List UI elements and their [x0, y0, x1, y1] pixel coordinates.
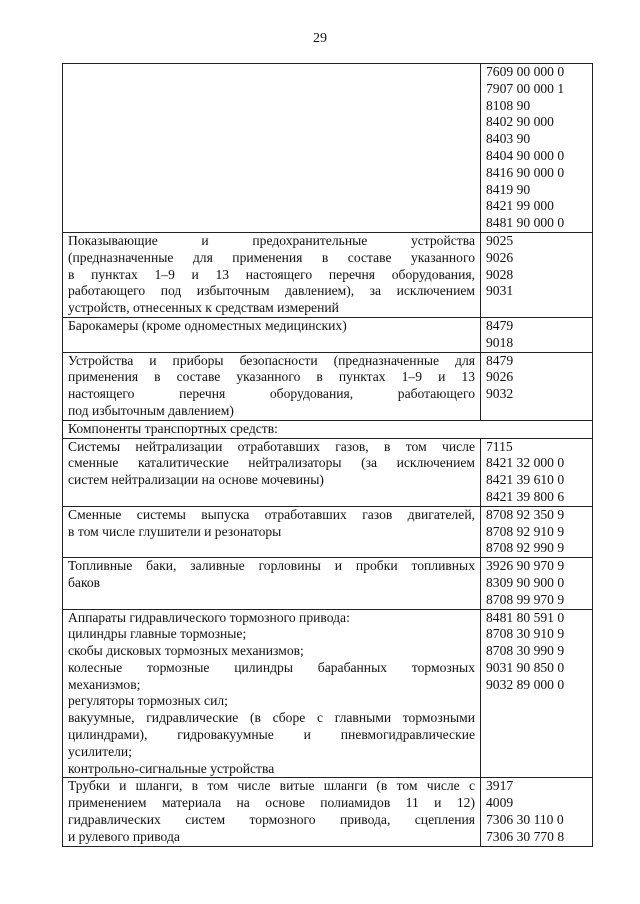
table-row — [63, 232, 593, 317]
tn-ved-code: 3917 — [486, 778, 514, 794]
codes-cell — [481, 778, 593, 846]
tn-ved-code: 8421 99 000 — [486, 198, 554, 214]
description-line: работающего под избыточным давлением), за исключением — [68, 283, 475, 299]
tn-ved-code: 8708 99 970 9 — [486, 591, 565, 607]
tn-ved-code: 8481 90 000 0 — [486, 215, 565, 231]
table-row — [63, 64, 593, 233]
table-body — [63, 64, 593, 847]
description-line: усилители; — [68, 743, 132, 759]
tn-ved-code: 3926 90 970 9 — [486, 558, 565, 574]
codes-cell — [481, 64, 593, 233]
tn-ved-code: 8421 39 610 0 — [486, 472, 565, 488]
table-row — [63, 609, 593, 778]
codes-table — [62, 63, 593, 847]
codes-cell — [481, 317, 593, 352]
description-line: контрольно-сигнальные устройства — [68, 760, 275, 776]
description-line: гидравлических систем тормозного привода, сцепления — [68, 812, 475, 828]
description-line: в том числе глушители и резонаторы — [68, 523, 282, 539]
tn-ved-code: 8479 — [486, 352, 514, 368]
tn-ved-code: 8419 90 — [486, 181, 531, 197]
section-header — [63, 420, 593, 438]
description-line: (предназначенные для применения в составе указанного — [68, 249, 475, 265]
tn-ved-code: 8404 90 000 0 — [486, 147, 565, 163]
description-line: цилиндры главные тормозные; — [68, 626, 247, 642]
description-cell — [63, 64, 481, 233]
codes-cell — [481, 352, 593, 420]
description-line: Системы нейтрализации отработавших газов, в том числе — [68, 438, 475, 454]
table-row — [63, 438, 593, 506]
tn-ved-code: 7115 — [486, 438, 513, 454]
codes-cell — [481, 609, 593, 778]
description-line: под избыточным давлением) — [68, 402, 234, 418]
description-line: Барокамеры (кроме одноместных медицинских) — [68, 317, 347, 333]
tn-ved-code: 8481 80 591 0 — [486, 609, 565, 625]
tn-ved-code: 8416 90 000 0 — [486, 164, 565, 180]
description-cell — [63, 778, 481, 846]
description-line: Сменные системы выпуска отработавших газов двигателей, — [68, 506, 475, 522]
tn-ved-code: 8108 90 — [486, 97, 531, 113]
table-row — [63, 506, 593, 557]
description-cell — [63, 558, 481, 609]
description-line: регуляторы тормозных сил; — [68, 693, 228, 709]
table-row — [63, 778, 593, 846]
description-line: в пунктах 1–9 и 13 настоящего перечня оборудования, — [68, 266, 475, 282]
description-line: механизмов; — [68, 676, 141, 692]
tn-ved-code: 9025 — [486, 232, 514, 248]
tn-ved-code: 9031 — [486, 283, 514, 299]
table-row — [63, 317, 593, 352]
description-line: Аппараты гидравлического тормозного привода: — [68, 609, 350, 625]
description-cell — [63, 609, 481, 778]
description-line: сменные каталитические нейтрализаторы (за исключением — [68, 455, 475, 471]
tn-ved-code: 7907 00 000 1 — [486, 80, 565, 96]
tn-ved-code: 8421 39 800 6 — [486, 488, 565, 504]
codes-cell — [481, 506, 593, 557]
tn-ved-code: 7306 30 110 0 — [486, 812, 564, 828]
tn-ved-code: 9032 — [486, 386, 514, 402]
tn-ved-code: 9031 90 850 0 — [486, 659, 565, 675]
description-cell — [63, 232, 481, 317]
tn-ved-code: 9028 — [486, 266, 514, 282]
codes-cell — [481, 438, 593, 506]
tn-ved-code: 8708 30 990 9 — [486, 643, 565, 659]
description-line: вакуумные, гидравлические (в сборе с главными тормозными — [68, 710, 475, 726]
table-row — [63, 352, 593, 420]
description-line: Показывающие и предохранительные устройства — [68, 232, 475, 248]
tn-ved-code: 9026 — [486, 249, 514, 265]
tn-ved-code: 7306 30 770 8 — [486, 828, 565, 844]
description-line: Трубки и шланги, в том числе витые шланги (в том числе с — [68, 778, 475, 794]
description-line: баков — [68, 574, 101, 590]
tn-ved-code: 9018 — [486, 334, 514, 350]
tn-ved-code: 8403 90 — [486, 131, 531, 147]
description-line: цилиндрами), гидровакуумные и пневмогидравлические — [68, 727, 475, 743]
description-cell — [63, 317, 481, 352]
description-line: скобы дисковых тормозных механизмов; — [68, 643, 304, 659]
tn-ved-code: 4009 — [486, 795, 514, 811]
tn-ved-code: 8479 — [486, 317, 514, 333]
description-line: и рулевого привода — [68, 828, 180, 844]
codes-cell — [481, 558, 593, 609]
tn-ved-code: 7609 00 000 0 — [486, 64, 565, 79]
description-cell — [63, 352, 481, 420]
section-header-text: Компоненты транспортных средств: — [68, 420, 278, 436]
table-row — [63, 558, 593, 609]
table-row — [63, 420, 593, 438]
tn-ved-code: 8402 90 000 — [486, 114, 554, 130]
description-line: колесные тормозные цилиндры барабанных тормозных — [68, 659, 475, 675]
tn-ved-code: 8708 92 990 9 — [486, 540, 565, 556]
tn-ved-code: 8708 92 350 9 — [486, 506, 565, 522]
description-line: Топливные баки, заливные горловины и пробки топливных — [68, 558, 475, 574]
codes-cell — [481, 232, 593, 317]
description-cell — [63, 438, 481, 506]
description-line: применения в составе указанного в пунктах 1–9 и 13 — [68, 369, 475, 385]
tn-ved-code: 9032 89 000 0 — [486, 676, 565, 692]
tn-ved-code: 9026 — [486, 369, 514, 385]
description-line: устройств, отнесенных к средствам измерений — [68, 300, 339, 316]
description-line: настоящего перечня оборудования, работающего — [68, 386, 475, 402]
tn-ved-code: 8708 30 910 9 — [486, 626, 565, 642]
description-cell — [63, 506, 481, 557]
description-line: применением материала на основе полиамидов 11 и 12) — [68, 795, 475, 811]
description-line: систем нейтрализации на основе мочевины) — [68, 472, 324, 488]
description-line: Устройства и приборы безопасности (предназначенные для — [68, 352, 475, 368]
tn-ved-code: 8421 32 000 0 — [486, 455, 565, 471]
page-number: 29 — [313, 31, 327, 46]
tn-ved-code: 8708 92 910 9 — [486, 523, 565, 539]
tn-ved-code: 8309 90 900 0 — [486, 574, 565, 590]
